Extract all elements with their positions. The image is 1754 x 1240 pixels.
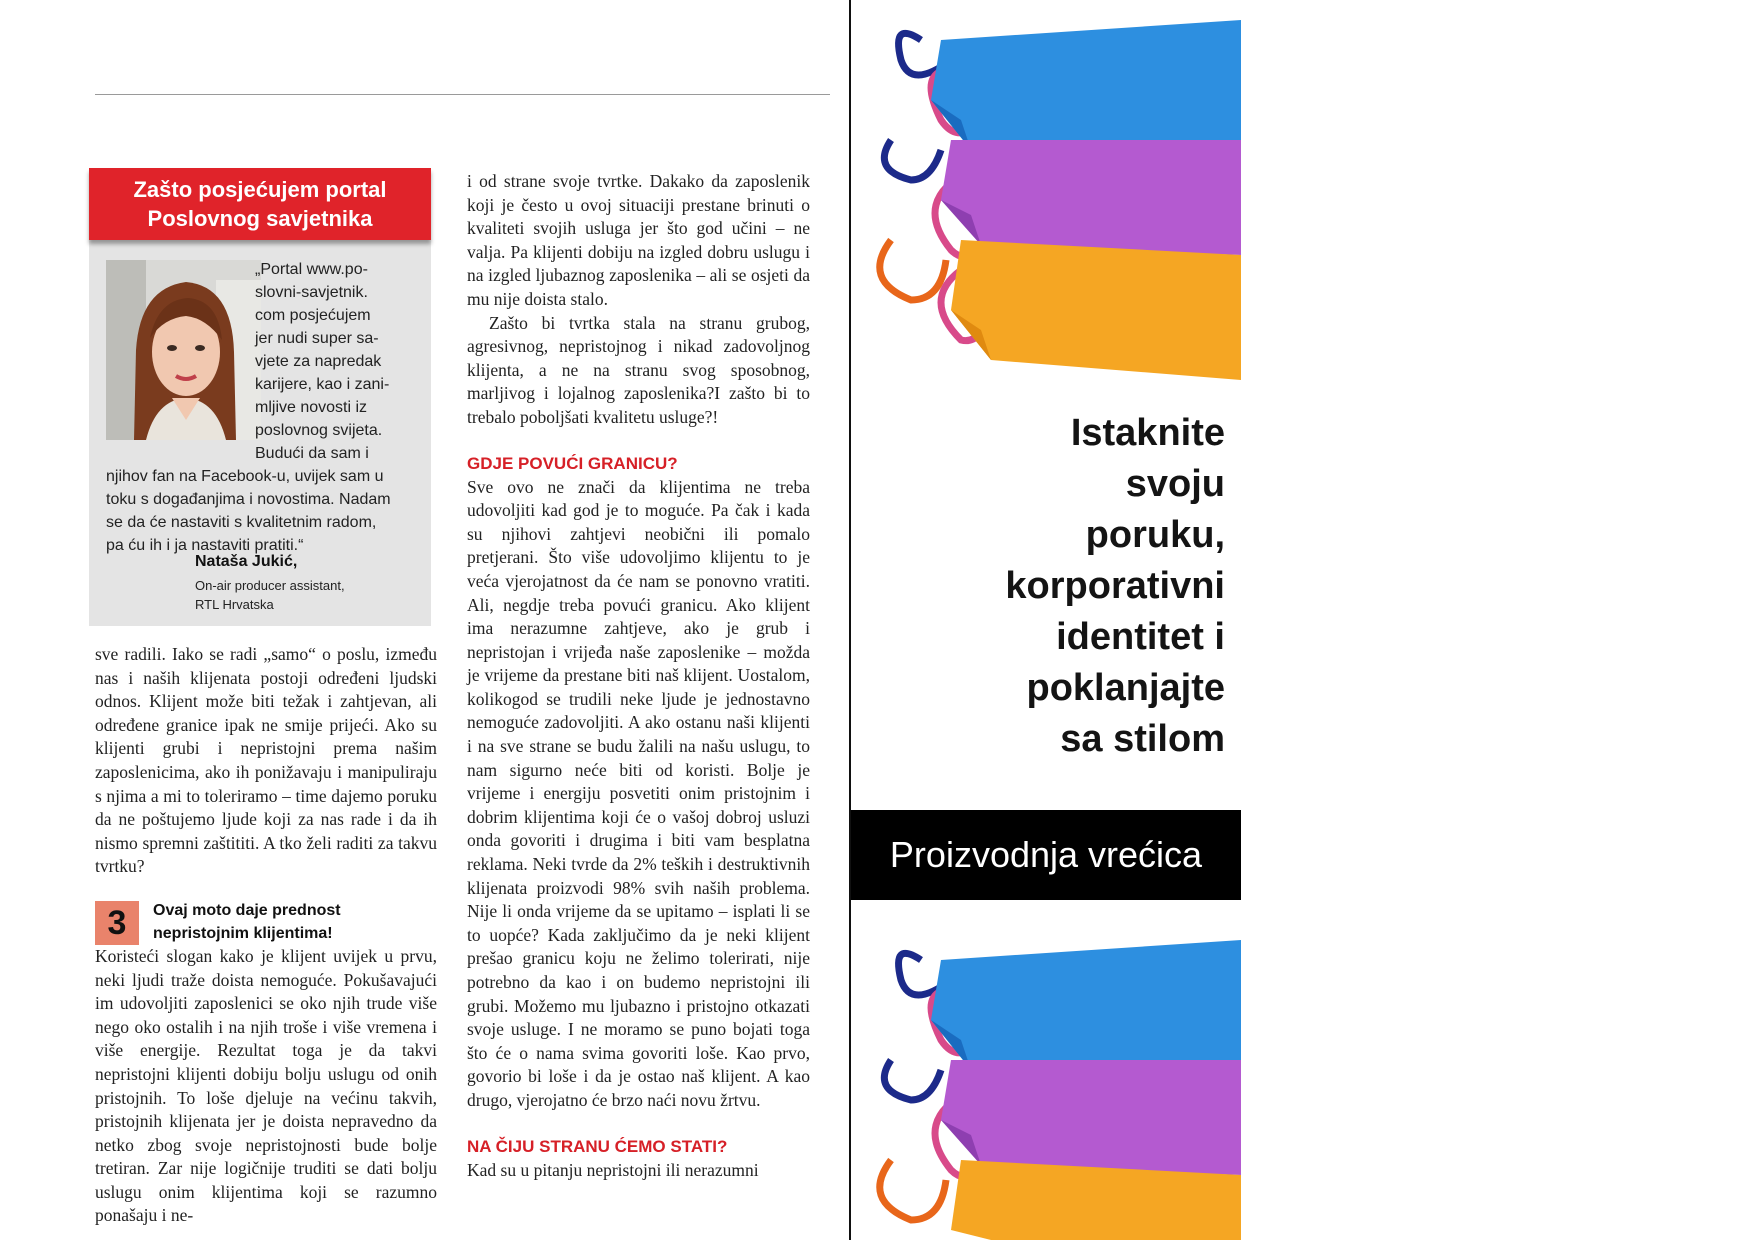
article-paragraph: Kad su u pitanju nepristojni ili nerazumni [467,1159,759,1180]
author-name: Nataša Jukić, [195,553,298,570]
article-paragraph: Sve ovo ne znači da klijentima ne treba udovoljiti kad god je to moguće. Pa čak i kada su njihovi zahtjevi neobični ili pomalo pretjerani. Što više udovoljimo klijentu to je veća vjerojatnost da će nam se ponovno vratiti. Ali, negdje treba povući granicu. Ako klijent ima nerazumne zahtjeve, ako je grub i nepristojan i vrijeđa naše zaposlenike – možda je vrijeme da prestane biti naš klijent. Uostalom, kolikogod se trudili neke ljude je jednostavno nemoguće zadovoljiti. A ako ostanu naši klijenti i na sve strane se budu žalili na našu uslugu, to nam sigurno neće biti od koristi. Bolje je vrijeme i energiju posvetiti onim pristojnim i dobrim klijentima koji će o vašoj dobroj usluzi onda govoriti i drugima i biti vam besplatna reklama. Neki tvrde da 2% teških i destruktivnih klijenata proizvodi 98% svih naših problema. Nije li onda vrijeme da se upitamo – isplati li se to uopće? Kada zaključimo da je neki klijent prešao granicu koju ne želimo tolerirati, nije potrebno da kao i on budemo nepristojni ili grubi. Možemo mu ljubazno i pristojno otkazati svoje usluge. I ne moramo se puno bojati toga što će o nama svima govoriti loše. Kao prvo, govorio bi loše i da je ostao naš klijent. A kao drugo, vjerojatno će brzo naći novu žrtvu. [467,476,810,1110]
quote-line: slovni-savjetnik. [255,284,368,301]
advert-line: poklanjajte [1026,667,1225,709]
section-heading-3 [95,899,437,945]
quote-line: poslovnog svijeta. [255,422,383,439]
advert-line: identitet i [1056,616,1225,658]
advert-slogan [1005,408,1225,765]
quote-line: „Portal www.po- [255,261,368,278]
author-photo [106,260,261,440]
article-paragraph: Zašto bi tvrtka stala na stranu grubog, agresivnog, nepristojnog i nikad zadovoljnog klijenta, a ne na stranu svog sposobnog, marljivog i lojalnog zaposlenika?I zašto bi to trebalo poboljšati kvalitetu usluge?! [467,312,810,427]
article-paragraph: i od strane svoje tvrtke. Dakako da zaposlenik koji je često u ovoj situaciji prestane brinuti o kvaliteti svojih usluga jer što god učini – ne valja. Pa klijenti dobiju na izgled dobru uslugu i na izgled ljubaznog zaposlenika – ali se osjeti da mu nije doista stalo. [467,171,810,309]
subheading: NA ČIJU STRANU ĆEMO STATI? [467,1136,728,1156]
quote-line: vjete za napredak [255,353,382,370]
section-title-line1: Ovaj moto daje prednost [153,901,341,919]
article-paragraph: Koristeći slogan kako je klijent uvijek u prvu, neki ljudi traže doista nemoguće. Pokušavajući im udovoljiti zaposlenici se oko njih trude više nego oko ostalih i na njih troše i više vremena i više energije. Rezultat toga je da takvi nepristojni klijenti dobiju bolju uslugu od onih pristojnih. To loše djeluje na većinu takvih, pristojnih klijenata jer je doista nepravedno da netko zbog svoje nepristojnosti bude bolje tretiran. Zar nije logičnije truditi se dati bolju uslugu onim klijentima koji se razumno ponašaju i ne- [95,945,437,1226]
quote-line: toku s događanjima i novostima. Nadam [106,491,391,508]
author-role [195,576,345,614]
advert-line: poruku, [1085,514,1225,556]
quote-line: jer nudi super sa- [255,330,379,347]
advert-line: Istaknite [1070,412,1225,454]
gift-bags-image-top [851,0,1241,380]
section-title [153,899,341,945]
top-rule [95,94,830,95]
quote-line: mljive novosti iz [255,399,368,416]
testimonial-title [89,168,431,240]
section-number: 3 [95,901,139,945]
article-column-2 [467,170,810,1182]
advert-line: korporativni [1005,565,1225,607]
quote-line: njihov fan na Facebook-u, uvijek sam u [106,468,384,485]
gift-bags-image-bottom [851,930,1241,1240]
testimonial-box [89,168,431,626]
article-paragraph: sve radili. Iako se radi „samo“ o poslu, između nas i naših klijenata postoji određeni ljudski odnos. Klijent može biti težak i zahtjevan, ali određene granice ipak ne smije prijeći. Ako su klijenti grubi i nepristojni prema našim zaposlenicima, ako ih ponižavaju i manipuliraju s njima a mi to toleriramo – time dajemo poruku da ne poštujemo ljude koji za nas rade i da ih nismo spremni zaštititi. A tko želi raditi za takvu tvrtku? [95,644,437,877]
quote-line: com posjećujem [255,307,371,324]
advert-line: svoju [1125,463,1225,505]
testimonial-title-line2: Poslovnog savjetnika [147,206,373,231]
subheading: GDJE POVUĆI GRANICU? [467,453,678,473]
quote-line: Budući da sam i [255,445,369,462]
article-column-1 [95,643,437,1228]
author-role-line2: RTL Hrvatska [195,597,274,612]
quote-line: se da će nastaviti s kvalitetnim radom, [106,514,377,531]
advert-line: sa stilom [1060,718,1225,760]
advertisement [851,0,1241,1240]
author-role-line1: On-air producer assistant, [195,578,345,593]
section-title-line2: nepristojnim klijentima! [153,924,333,942]
quote-line: pa ću ih i ja nastaviti pratiti.“ [106,537,304,554]
quote-line: karijere, kao i zani- [255,376,390,393]
advert-band: Proizvodnja vrećica [851,810,1241,900]
testimonial-title-line1: Zašto posjećujem portal [133,177,387,202]
